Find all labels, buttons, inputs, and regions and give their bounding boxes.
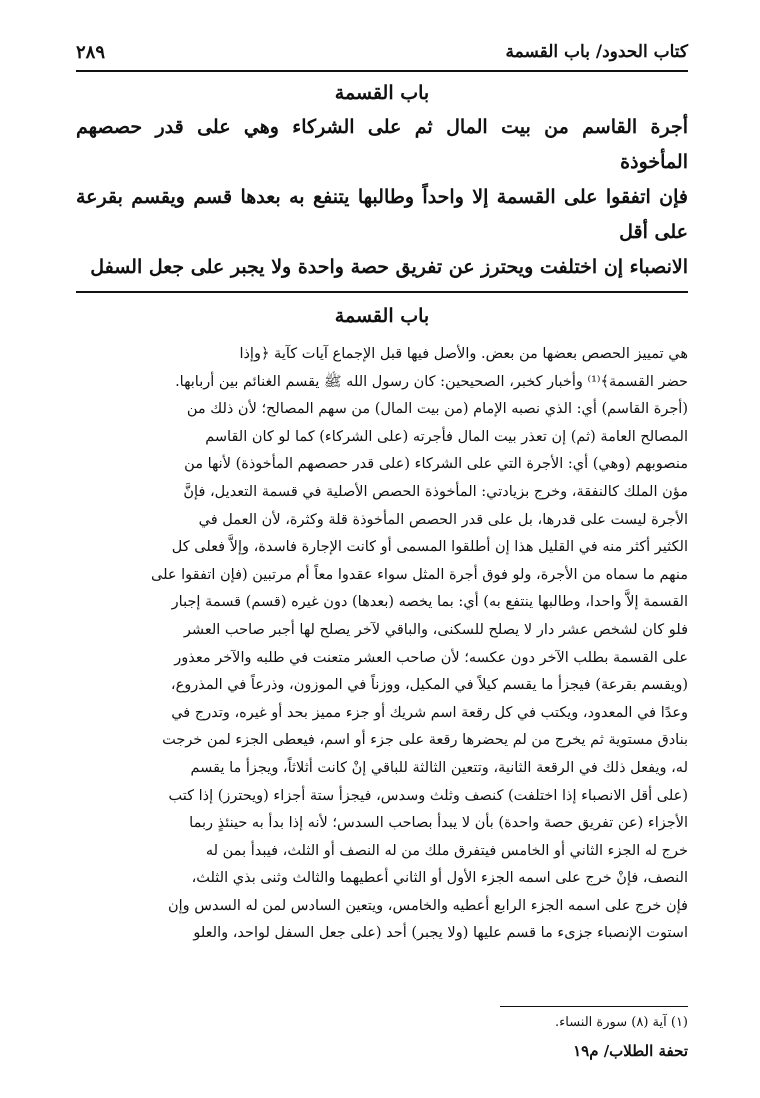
header-rule [76, 70, 688, 72]
sharh-line: حضر القسمة﴾⁽¹⁾ وأخبار كخبر، الصحيحين: كان رسول الله ﷺ يقسم الغنائم بين أربابها. [175, 373, 688, 390]
sharh-section [76, 305, 688, 948]
sharh-line: الأجرة ليست على قدرها، بل على قدر الحصص المأخوذة قلة وكثرة، لأن العمل في [198, 511, 688, 528]
matn-line: الانصباء إن اختلفت ويحترز عن تفريق حصة واحدة ولا يجبر على جعل السفل [90, 256, 688, 278]
sharh-line: مؤن الملك كالنفقة، وخرج بزيادتي: المأخوذة الحصص الأصلية في قسمة التعديل، فإنَّ [183, 483, 688, 500]
sharh-line: منصوبهم (وهي) أي: الأجرة التي على الشركاء (على قدر حصصهم المأخوذة) لأنها من [184, 456, 688, 473]
matn-section [76, 82, 688, 285]
sharh-line: القسمة إلاَّ واحدا، وطالبها ينتفع به) أي: بما يخصه (بعدها) دون غيره (قسم) قسمة إجبار [171, 594, 688, 611]
sharh-line: فإن خرج على اسمه الجزء الرابع أعطيه والخامس، ويتعين السادس لمن له السدس وإن [167, 897, 688, 914]
sharh-line: خرج له الجزء الثاني أو الخامس فيتفرق ملك من له النصف أو الثلث، فيبدأ بمن له [205, 842, 688, 859]
matn-line: فإن اتفقوا على القسمة إلا واحداً وطالبها يتنفع به بعدها قسم ويقسم بقرعة على أقل [76, 186, 688, 243]
sharh-title: باب القسمة [334, 305, 430, 327]
page-number: ٢٨٩ [76, 41, 106, 63]
sharh-line: له، ويفعل ذلك في الرقعة الثانية، وتتعين الثالثة للباقي إنْ كانت أثلاثاً، ويجزأ ما يقسم [190, 759, 688, 776]
sharh-line: بنادق مستوية ثم يخرج من لم يحضرها رقعة على جزء أو اسم، فيعطى الجزء لمن خرجت [162, 732, 688, 749]
sharh-line: استوت الإنصباء جزىء ما قسم عليها (ولا يجبر) أحد (على جعل السفل لواحد، والعلو [193, 925, 688, 942]
page-header [76, 34, 688, 70]
running-title: كتاب الحدود/ باب القسمة [505, 42, 688, 62]
signature-mark [76, 1042, 688, 1060]
book-page [76, 34, 688, 1074]
signature-text: تحفة الطلاب/ م١٩ [573, 1042, 688, 1060]
matn-separator [76, 291, 688, 293]
sharh-line: وعدًا في المعدود، ويكتب في كل رقعة اسم شريك أو جزء مميز بحد أو غيره، وتدرج في [171, 704, 688, 721]
footnote: (١) آية (٨) سورة النساء. [555, 1015, 688, 1030]
matn-line: أجرة القاسم من بيت المال ثم على الشركاء وهي على قدر حصصهم المأخوذة [76, 116, 688, 173]
matn-title: باب القسمة [334, 82, 430, 104]
sharh-line: النصف، فإنْ خرج على اسمه الجزء الأول أو الثاني أعطيهما والثالث وثنى بذي الثلث، [191, 870, 688, 887]
sharh-line: (على أقل الانصباء إذا اختلفت) كنصف وثلث وسدس، فيجزأ ستة أجزاء (ويحترز) إذا كتب [168, 787, 688, 804]
sharh-line: على القسمة بطلب الآخر دون عكسه؛ لأن صاحب العشر متعنت في طلبه والآخر معذور [174, 649, 688, 666]
footnote-rule [500, 1006, 688, 1007]
sharh-line: فلو كان لشخص عشر دار لا يصلح للسكنى، والباقي لآخر يصلح لها أجبر صاحب العشر [183, 621, 688, 638]
sharh-line: منهم ما سماه من الأجرة، ولو فوق أجرة المثل سواء عقدوا معاً أم مرتبين (فإن اتفقوا على [151, 566, 688, 583]
sharh-line: الأجزاء (عن تفريق حصة واحدة) بأن لا يبدأ بصاحب السدس؛ لأنه إذا بدأ به حينئذٍ ربما [189, 815, 688, 832]
sharh-line: الكثير أكثر منه في القليل هذا إن أطلقوا المسمى أو كانت الإجارة فاسدة، وإلاَّ فعلى كل [171, 539, 688, 556]
sharh-line: (أجرة القاسم) أي: الذي نصبه الإمام (من بيت المال) من سهم المصالح؛ لأن ذلك من [186, 401, 688, 418]
sharh-line: (ويقسم بقرعة) فيجزأ ما يقسم كيلاً في المكيل، ووزناً في الموزون، وذرعاً في المذروع، [170, 677, 688, 694]
sharh-line: هي تمييز الحصص بعضها من بعض. والأصل فيها قبل الإجماع آيات كآية ﴿وإذا [239, 346, 688, 362]
sharh-line: المصالح العامة (ثم) إن تعذر بيت المال فأجرته (على الشركاء) كما لو كان القاسم [205, 428, 688, 445]
